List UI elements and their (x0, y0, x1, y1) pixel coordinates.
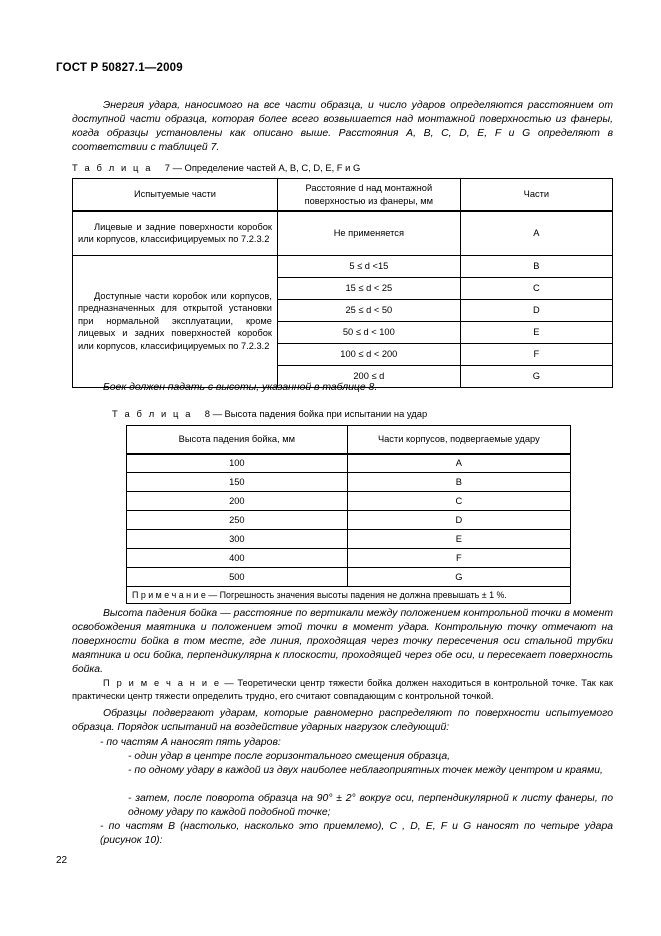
table8-header-row (127, 426, 571, 454)
standard-header: ГОСТ Р 50827.1—2009 (56, 62, 183, 74)
paragraph-samples: Образцы подвергают ударам, которые равномерно распределяют по поверхности испытуемого образца. Порядок испытаний на воздействие ударных нагрузок следующий: (72, 708, 613, 734)
table8-part-6: G (347, 568, 570, 587)
table-row (127, 568, 571, 587)
table8-part-1: B (347, 473, 570, 492)
table8-height-0: 100 (127, 454, 348, 473)
table8-caption (112, 408, 427, 419)
list-item: - затем, после поворота образца на 90° ± 2° вокруг оси, перпендикулярной к листу фанеры, по одному удару по каждой подобной точке; (128, 793, 613, 819)
paragraph-after-table7: Боек должен падать с высоты, указанной в таблице 8. (103, 382, 378, 393)
table7-g2-distance-2: 25 ≤ d < 50 (277, 299, 460, 321)
table-7 (72, 178, 613, 388)
list-item: - по одному удару в каждой из двух наиболее неблагоприятных точек между центром и краями, (128, 765, 603, 776)
table7-group2-label: Доступные части коробок или корпусов, предназначенных для открытой установки при нормальной эксплуатации, кроме лицевых и задних поверхностей коробок или корпусов, классифицируемых по 7.2.3.2 (73, 255, 278, 387)
table-row (127, 530, 571, 549)
table-row (127, 511, 571, 530)
table-row (127, 492, 571, 511)
table8-part-2: C (347, 492, 570, 511)
table7-g2-distance-1: 15 ≤ d < 25 (277, 277, 460, 299)
table8-height-1: 150 (127, 473, 348, 492)
table-8 (126, 425, 571, 604)
table8-part-5: F (347, 549, 570, 568)
note-body: — Теоретически центр тяжести бойка должен находиться в контрольной точке. Так как практически центр тяжести определить трудно, его считают совпадающим с контрольной точкой. (72, 678, 613, 702)
table8-header-height: Высота падения бойка, мм (127, 426, 348, 454)
list-item: - один удар в центре после горизонтального смещения образца, (128, 751, 450, 762)
table7-group1-label: Лицевые и задние поверхности коробок или корпусов, классифицируемых по 7.2.3.2 (73, 211, 278, 255)
paragraph-intro: Энергия удара, наносимого на все части образца, и число ударов определяются расстоянием от доступной части образца, которая более всего возвышается над монтажной поверхностью из фанеры, когда образцы установлены как описано выше. Расстояния A, B, C, D, E, F и G определяют в соответствии с таблицей 7. (72, 100, 613, 154)
table8-note-row (127, 587, 571, 604)
table7-group1-part: A (460, 211, 612, 255)
table8-part-3: D (347, 511, 570, 530)
table7-g2-part-4: F (460, 343, 612, 365)
table7-header-row (73, 179, 613, 212)
table-row (127, 473, 571, 492)
table7-caption-word: Т а б л и ц а (72, 162, 153, 173)
table7-g2-distance-3: 50 ≤ d < 100 (277, 321, 460, 343)
table7-g2-distance-0: 5 ≤ d <15 (277, 255, 460, 277)
table-row (73, 255, 613, 277)
table7-g2-part-3: E (460, 321, 612, 343)
paragraph-definition: Высота падения бойка — расстояние по вертикали между положением контрольной точки в момент освобождения маятника и положением этой точки в момент удара. Контрольную точку отмечают на поверхности бойка в том месте, где линия, проходящая через точку пересечения оси стальной трубки маятника и оси бойка, перпендикулярна к плоскости, проходящей через обе оси, и пересекает поверхность бойка. (72, 608, 613, 676)
table8-height-4: 300 (127, 530, 348, 549)
table7-header-parts: Испытуемые части (73, 179, 278, 212)
table7-caption (72, 162, 360, 173)
table8-height-3: 250 (127, 511, 348, 530)
table8-caption-word: Т а б л и ц а (112, 408, 193, 419)
table7-g2-distance-5: 200 ≤ d (277, 365, 460, 387)
table7-caption-rest: 7 — Определение частей A, B, C, D, E, F и G (164, 162, 361, 173)
table8-caption-rest: 8 — Высота падения бойка при испытании на удар (204, 408, 428, 419)
table8-note: П р и м е ч а н и е — Погрешность значения высоты падения не должна превышать ± 1 %. (127, 587, 571, 604)
table8-header-part: Части корпусов, подвергаемые удару (347, 426, 570, 454)
note-label: П р и м е ч а н и е (103, 678, 221, 688)
table7-g2-part-0: B (460, 255, 612, 277)
table7-group1-distance: Не применяется (277, 211, 460, 255)
table-row (127, 549, 571, 568)
table7-header-distance: Расстояние d над монтажной поверхностью из фанеры, мм (277, 179, 460, 212)
table8-height-6: 500 (127, 568, 348, 587)
table8-height-2: 200 (127, 492, 348, 511)
list-item: - по частям B (настолько, насколько это приемлемо), C , D, E, F и G наносят по четыре удара (рисунок 10): (100, 821, 613, 847)
table7-g2-part-2: D (460, 299, 612, 321)
table7-g2-distance-4: 100 ≤ d < 200 (277, 343, 460, 365)
table8-height-5: 400 (127, 549, 348, 568)
table8-part-0: A (347, 454, 570, 473)
list-item: - по частям A наносят пять ударов: (100, 737, 281, 748)
table7-header-part: Части (460, 179, 612, 212)
page-number: 22 (56, 855, 68, 866)
paragraph-note (72, 677, 613, 703)
table7-g2-part-1: C (460, 277, 612, 299)
table-row (73, 211, 613, 255)
table7-g2-part-5: G (460, 365, 612, 387)
table8-part-4: E (347, 530, 570, 549)
table-row (127, 454, 571, 473)
